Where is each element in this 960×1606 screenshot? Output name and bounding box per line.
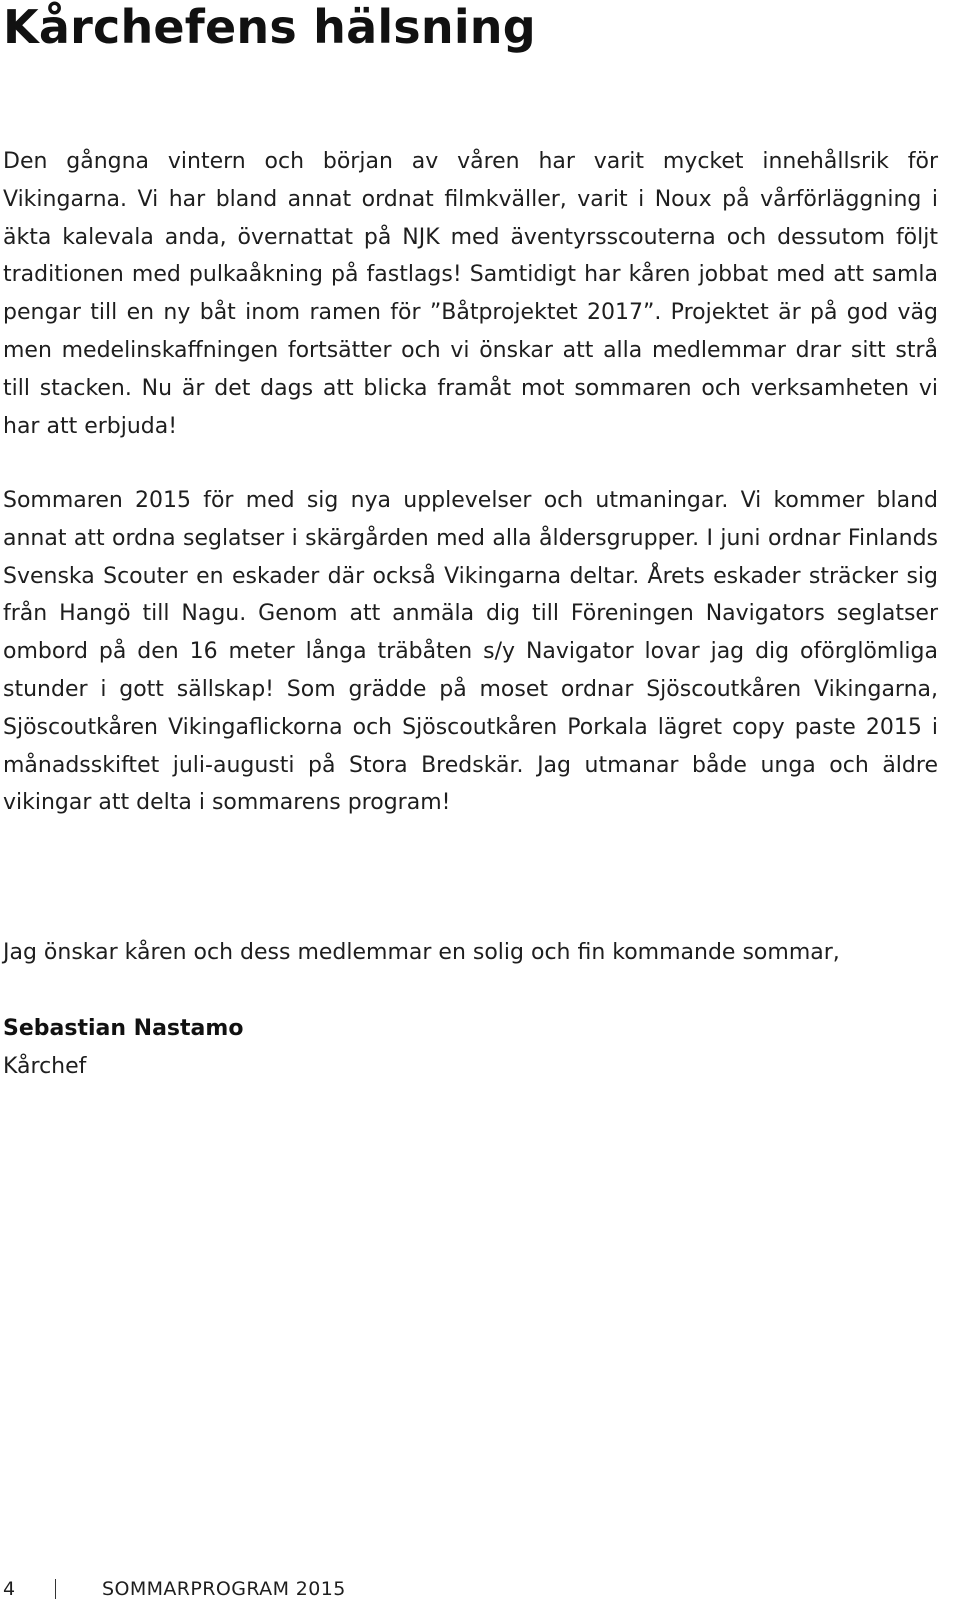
page-footer [3, 1576, 346, 1602]
paragraph-intro: Den gångna vintern och början av våren har varit mycket innehållsrik för Vikingarna. Vi har bland annat ordnat filmkväller, varit i Noux på vårförläggning i äkta kalevala anda, övernattat på NJK med äventyrsscouterna och dessutom följt traditionen med pulkaåkning på fastlags! Samtidigt har kåren jobbat med att samla pengar till en ny båt inom ramen för ”Båtprojektet 2017”. Projektet är på god väg men medelinskaffningen fortsätter och vi önskar att alla medlemmar drar sitt strå till stacken. Nu är det dags att blicka framåt mot sommaren och verksamheten vi har att erbjuda! [3, 149, 938, 439]
closing-line: Jag önskar kåren och dess medlemmar en solig och fin kommande sommar, [3, 940, 840, 965]
footer-divider [55, 1579, 56, 1599]
publication-title: SOMMARPROGRAM 2015 [102, 1578, 346, 1600]
page-number: 4 [3, 1578, 16, 1600]
page-title: Kårchefens hälsning [3, 0, 536, 54]
paragraph-summer: Sommaren 2015 för med sig nya upplevelser och utmaningar. Vi kommer bland annat att ordna seglatser i skärgården med alla åldersgrupper. I juni ordnar Finlands Svenska Scouter en eskader där också Vikingarna deltar. Årets eskader sträcker sig från Hangö till Nagu. Genom att anmäla dig till Föreningen Navigators seglatser ombord på den 16 meter långa träbåten s/y Navigator lovar jag dig oförglömliga stunder i gott sällskap! Som grädde på moset ordnar Sjöscoutkåren Vikingarna, Sjöscoutkåren Vikingaflickorna och Sjöscoutkåren Porkala lägret copy paste 2015 i månadsskiftet juli-augusti på Stora Bredskär. Jag utmanar både unga och äldre vikingar att delta i sommarens program! [3, 488, 938, 816]
signature-role: Kårchef [3, 1054, 87, 1079]
signature-name: Sebastian Nastamo [3, 1016, 244, 1041]
